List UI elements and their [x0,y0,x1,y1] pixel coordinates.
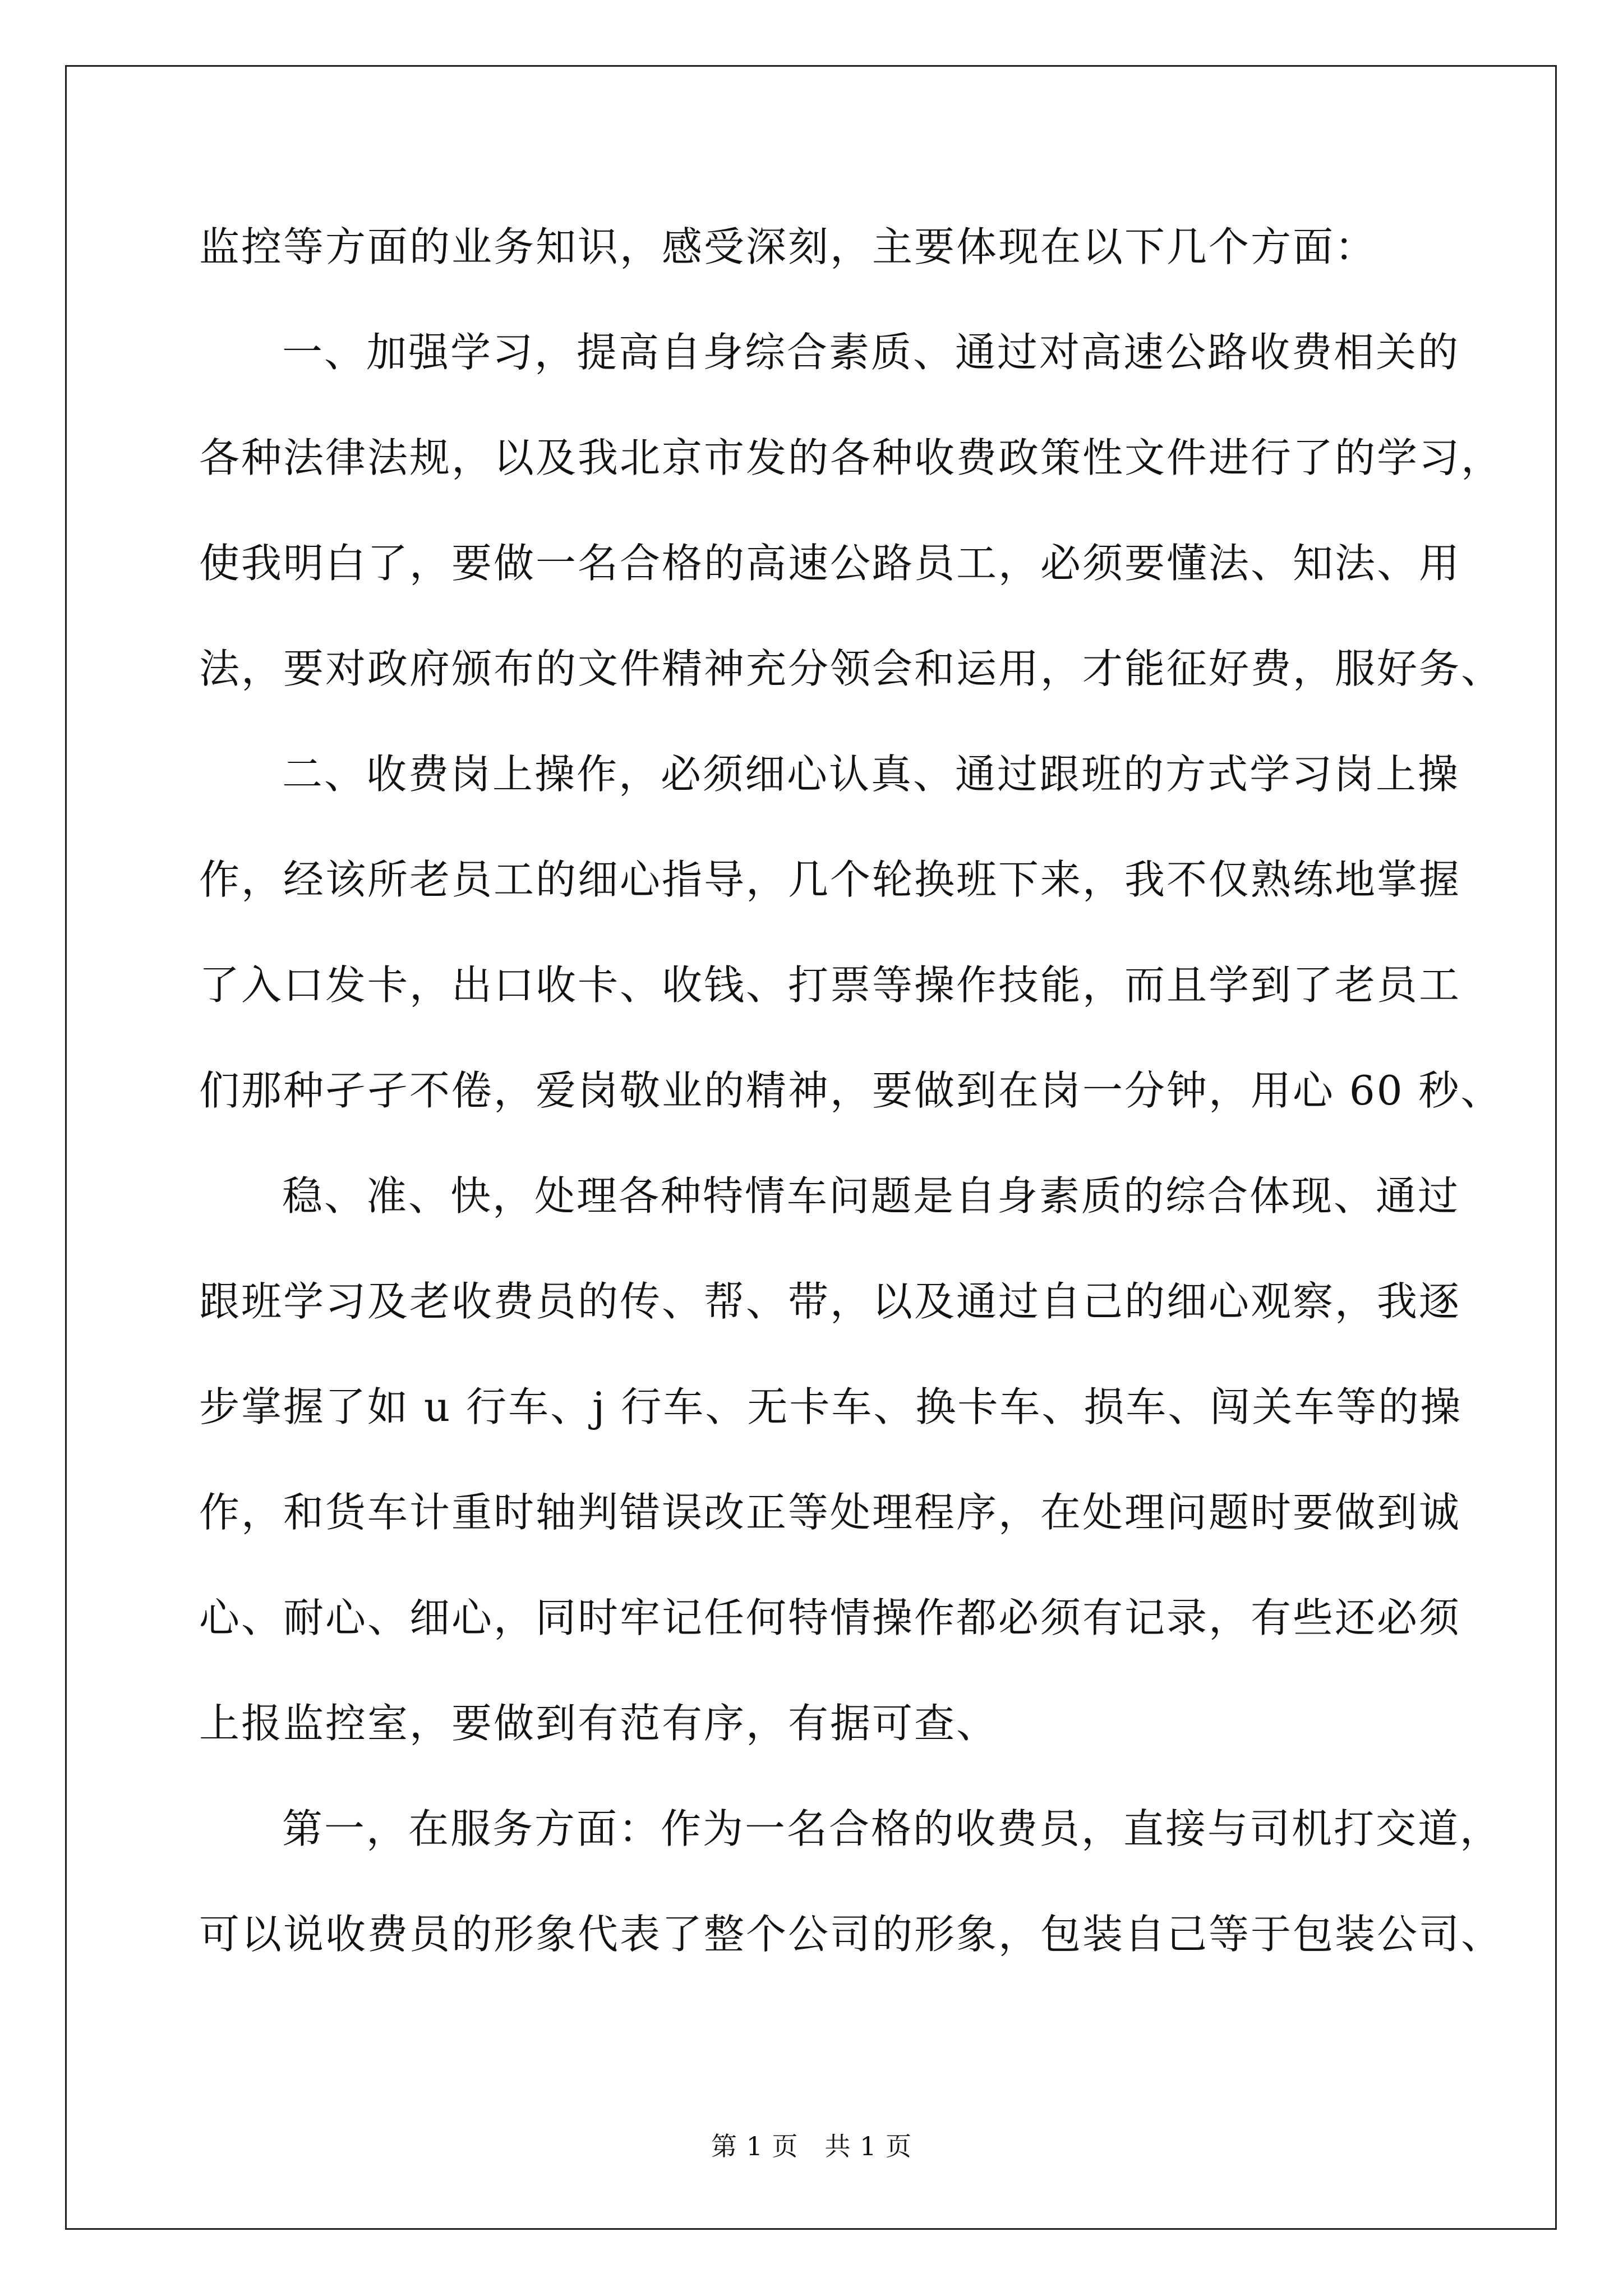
text-line: 监控等方面的业务知识，感受深刻，主要体现在以下几个方面： [199,223,1377,270]
text-line: 可以说收费员的形象代表了整个公司的形象，包装自己等于包装公司、 [199,1911,1504,1958]
text-line: 稳、准、快，处理各种特情车问题是自身素质的综合体现、通过 [282,1172,1460,1220]
page-number: 第 1 页 共 1 页 [711,2131,912,2161]
document-body [199,194,1504,1987]
text-line: 们那种孑孑不倦，爱岗敬业的精神，要做到在岗一分钟，用心 60 秒、 [199,1067,1503,1114]
text-line: 上报监控室，要做到有范有序，有据可查、 [199,1700,999,1747]
text-line: 步掌握了如 u 行车、j 行车、无卡车、换卡车、损车、闯关车等的操 [199,1383,1463,1430]
text-line: 作，经该所老员工的细心指导，几个轮换班下来，我不仅熟练地掌握 [199,856,1461,903]
text-line: 心、耐心、细心，同时牢记任何特情操作都必须有记录，有些还必须 [199,1594,1461,1641]
text-line: 使我明白了，要做一名合格的高速公路员工，必须要懂法、知法、用 [199,540,1461,587]
text-line: 二、收费岗上操作，必须细心认真、通过跟班的方式学习岗上操 [282,751,1460,798]
text-line: 各种法律法规，以及我北京市发的各种收费政策性文件进行了的学习， [199,434,1504,481]
text-line: 作，和货车计重时轴判错误改正等处理程序，在处理问题时要做到诚 [199,1489,1461,1536]
text-line: 跟班学习及老收费员的传、帮、带，以及通过自己的细心观察，我逐 [199,1278,1461,1325]
text-line: 第一，在服务方面：作为一名合格的收费员，直接与司机打交道， [282,1805,1502,1852]
text-line: 法，要对政府颁布的文件精神充分领会和运用，才能征好费，服好务、 [199,645,1504,692]
text-line: 了入口发卡，出口收卡、收钱、打票等操作技能，而且学到了老员工 [199,961,1461,1009]
text-line: 一、加强学习，提高自身综合素质、通过对高速公路收费相关的 [282,329,1460,376]
